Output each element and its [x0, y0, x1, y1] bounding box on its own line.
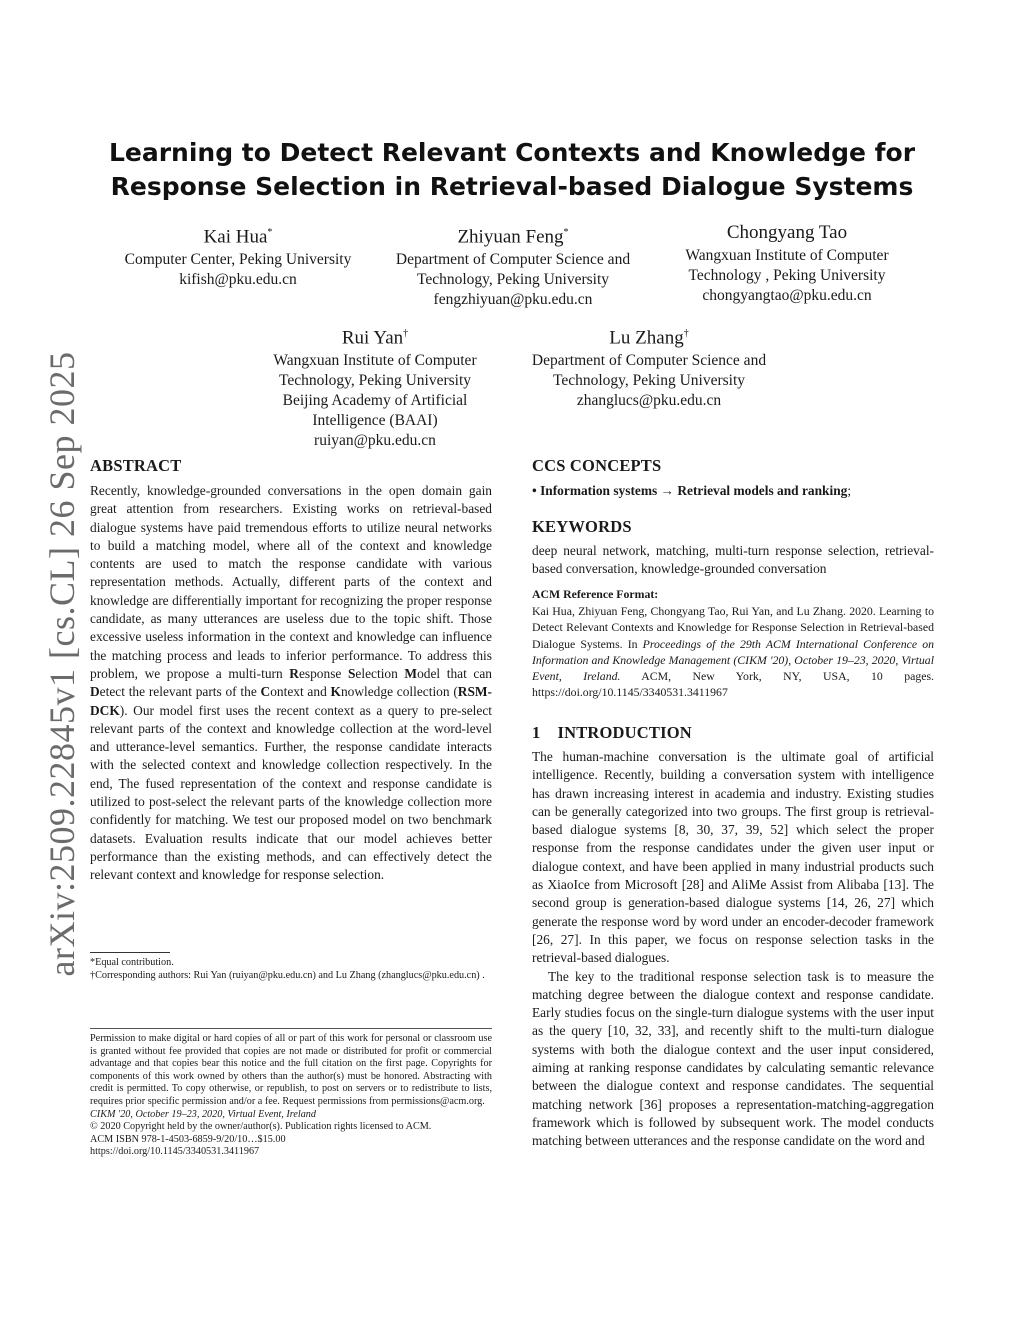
- title-line-1: Learning to Detect Relevant Contexts and Knowledge for: [108, 138, 916, 167]
- ccs-concepts: [532, 482, 934, 500]
- author-name: [246, 321, 504, 351]
- author-email: fengzhiyuan@pku.edu.cn: [433, 291, 593, 309]
- author-name: [376, 220, 650, 250]
- acronym-letter: C: [260, 684, 271, 700]
- author-block-kai-hua: [102, 220, 374, 290]
- ccs-heading: CCS CONCEPTS: [532, 456, 662, 475]
- abstract-part: Recently, knowledge-grounded conversations in the open domain gain great attention from researchers. Existing works on retrieval-based dialogue systems have paid tremendous efforts to utilize neural networks to build a matching model, where all of the context and knowledge contents are used to match the response candidate with various representation methods. Actually, different parts of the context and knowledge are differentially important for recognizing the proper response candidate, as many utterances are useless due to the topic shift. Those excessive useless information in the context and knowledge can influence the matching process and leads to inferior performance. To address this problem, we propose a multi-turn: [90, 483, 492, 681]
- author-mark: †: [683, 328, 689, 339]
- footnote-corresponding: †Corresponding authors: Rui Yan (ruiyan@pku.edu.cn) and Lu Zhang (zhanglucs@pku.edu.cn) .: [90, 969, 485, 981]
- author-affiliation: Wangxuan Institute of Computer: [685, 247, 889, 264]
- acronym-letter: R: [289, 665, 299, 681]
- author-affiliation: Beijing Academy of Artificial: [282, 392, 468, 410]
- ccs-concept: Information systems: [540, 483, 658, 498]
- intro-text: [532, 748, 934, 1151]
- author-affiliation: Wangxuan Institute of Computer: [273, 352, 477, 370]
- acm-ref-proceedings: Proceedings of the 29th ACM International Conference on Information and Knowledge Management (CIKM '20), October 19–23, 2020, Virtual Event, Ireland.: [532, 636, 934, 684]
- ccs-end: ;: [847, 483, 852, 498]
- author-name: [102, 220, 374, 250]
- abstract-part: esponse: [298, 665, 348, 681]
- bullet: •: [532, 483, 537, 498]
- author-affiliation: Department of Computer Science and: [531, 352, 767, 370]
- author-block-chongyang-tao: [652, 220, 922, 306]
- copyright-line: © 2020 Copyright held by the owner/author(s). Publication rights licensed to ACM.: [90, 1121, 432, 1133]
- abstract-part: ). Our model first uses the recent context as a query to pre-select relevant parts of the context and knowledge collection at the word-level and utterance-level semantics. Further, the response candidate interacts with the selected context and knowledge collection respectively. In the end, The fused representation of the context and response candidate is utilized to post-select the relevant parts of the knowledge collection more confidently for matching. We test our proposed model on two benchmark datasets. Evaluation results indicate that our model achieves better performance than the existing methods, and can effectively detect the relevant context and knowledge for response selection.: [90, 702, 492, 883]
- acm-ref-part: Kai Hua, Zhiyuan Feng, Chongyang Tao, Rui Yan, and Lu Zhang. 2020. Learning to Detect Relevant Contexts and Knowledge for Response Selection in Retrieval-based Dialogue Systems. In: [532, 604, 934, 651]
- author-affiliation: Computer Center, Peking University: [124, 251, 352, 269]
- abstract-text: [90, 482, 492, 885]
- author-email: kifish@pku.edu.cn: [179, 271, 297, 289]
- author-mark: †: [403, 328, 409, 339]
- acronym-letter: D: [90, 684, 100, 700]
- isbn-line: ACM ISBN 978-1-4503-6859-9/20/10…$15.00: [90, 1133, 286, 1145]
- permission-block: [90, 1033, 492, 1159]
- keywords-text: deep neural network, matching, multi-turn response selection, retrieval-based conversation, knowledge-grounded conversation: [532, 543, 934, 577]
- intro-paragraph-2: The key to the traditional response selection task is to measure the matching degree between the dialogue context and response candidate. Early studies focus on the single-turn dialogue systems with the user input as the query [10, 32, 33], and recently shift to the multi-turn dialogue systems with both the dialogue context and the user input considered, aiming at ranking response candidates by calculating semantic relevance between the dialogue context and response candidates. The sequential matching network [36] proposes a representation-matching-aggregation framework which is followed by subsequent work. The model conducts matching between utterances and the response candidate on the word and: [532, 968, 934, 1149]
- acronym-letter: M: [404, 665, 418, 681]
- acm-ref-heading: ACM Reference Format:: [532, 587, 659, 601]
- author-mark: *: [563, 227, 569, 238]
- abstract-part: election: [355, 665, 405, 681]
- keywords-heading: KEYWORDS: [532, 517, 632, 536]
- abstract-part: odel that can: [417, 665, 492, 681]
- author-affiliation: Technology, Peking University: [416, 271, 610, 289]
- author-name: [652, 220, 922, 246]
- author-block-rui-yan: [246, 321, 504, 451]
- abstract-heading: ABSTRACT: [90, 456, 182, 475]
- section-title: INTRODUCTION: [557, 723, 692, 742]
- author-affiliation: Technology, Peking University: [278, 372, 472, 390]
- permission-rule: [90, 1028, 492, 1029]
- author-email: chongyangtao@pku.edu.cn: [702, 287, 872, 304]
- footnotes: [90, 957, 492, 982]
- paper-title: [90, 136, 934, 204]
- author-affiliation: Technology , Peking University: [688, 267, 886, 284]
- arrow-icon: →: [660, 483, 674, 498]
- author-name-text: Lu Zhang: [609, 327, 684, 349]
- author-email: ruiyan@pku.edu.cn: [314, 432, 436, 450]
- title-line-2: Response Selection in Retrieval-based Dialogue Systems: [110, 172, 914, 201]
- abstract-part: nowledge collection (: [340, 684, 458, 700]
- footnote-rule: [90, 952, 170, 953]
- author-affiliation: Technology, Peking University: [552, 372, 746, 390]
- venue-line: CIKM '20, October 19–23, 2020, Virtual Event, Ireland: [90, 1108, 316, 1120]
- intro-paragraph-1: The human-machine conversation is the ultimate goal of artificial intelligence. Recently, building a conversation system with intelligence has drawn increasing interest in academia and industry. Existing studies can be generally categorized into two groups. The first group is retrieval-based dialogue systems [8, 30, 37, 39, 52] which select the proper response from the response candidates under the given user input or dialogue context, and have been applied in many industrial products such as XiaoIce from Microsoft [28] and AliMe Assist from Alibaba [13]. The second group is generation-based dialogue systems [14, 26, 27] which generate the response word by word under an encoder-decoder framework [26, 27]. In this paper, we focus on response selection tasks in the retrieval-based dialogues.: [532, 749, 934, 966]
- ccs-subconcept: Retrieval models and ranking: [677, 483, 848, 498]
- doi-line: https://doi.org/10.1145/3340531.3411967: [90, 1146, 260, 1158]
- author-affiliation: Intelligence (BAAI): [312, 412, 438, 430]
- acm-ref-text: [532, 603, 934, 701]
- author-name-text: Chongyang Tao: [726, 222, 848, 243]
- author-block-zhiyuan-feng: [376, 220, 650, 310]
- arxiv-identifier: arXiv:2509.22845v1 [cs.CL] 26 Sep 2025: [42, 351, 82, 977]
- author-name: [516, 321, 782, 351]
- acm-ref-part: ACM, New York, NY, USA, 10 pages. https://doi.org/10.1145/3340531.3411967: [532, 669, 934, 700]
- acronym-letter: K: [330, 684, 341, 700]
- model-acronym: RSM-DCK: [90, 684, 493, 718]
- permission-text: Permission to make digital or hard copies of all or part of this work for personal or classroom use is granted without fee provided that copies are not made or distributed for profit or commercial advantage and that copies bear this notice and the full citation on the first page. Copyrights for components of this work owned by others than the author(s) must be honored. Abstracting with credit is permitted. To copy otherwise, or republish, to post on servers or to redistribute to lists, requires prior specific permission and/or a fee. Request permissions from permissions@acm.org.: [90, 1033, 492, 1107]
- author-name-text: Zhiyuan Feng: [457, 226, 564, 248]
- author-block-lu-zhang: [516, 321, 782, 411]
- acronym-letter: S: [347, 665, 356, 681]
- abstract-part: etect the relevant parts of the: [99, 684, 261, 700]
- author-email: zhanglucs@pku.edu.cn: [576, 392, 722, 410]
- author-affiliation: Department of Computer Science and: [395, 251, 631, 269]
- author-name-text: Rui Yan: [341, 327, 404, 349]
- author-name-text: Kai Hua: [203, 226, 268, 248]
- abstract-part: ontext and: [270, 684, 331, 700]
- section-number: 1: [532, 723, 541, 742]
- author-mark: *: [267, 227, 273, 238]
- intro-heading: [532, 723, 692, 743]
- footnote-equal-contribution: *Equal contribution.: [90, 957, 174, 968]
